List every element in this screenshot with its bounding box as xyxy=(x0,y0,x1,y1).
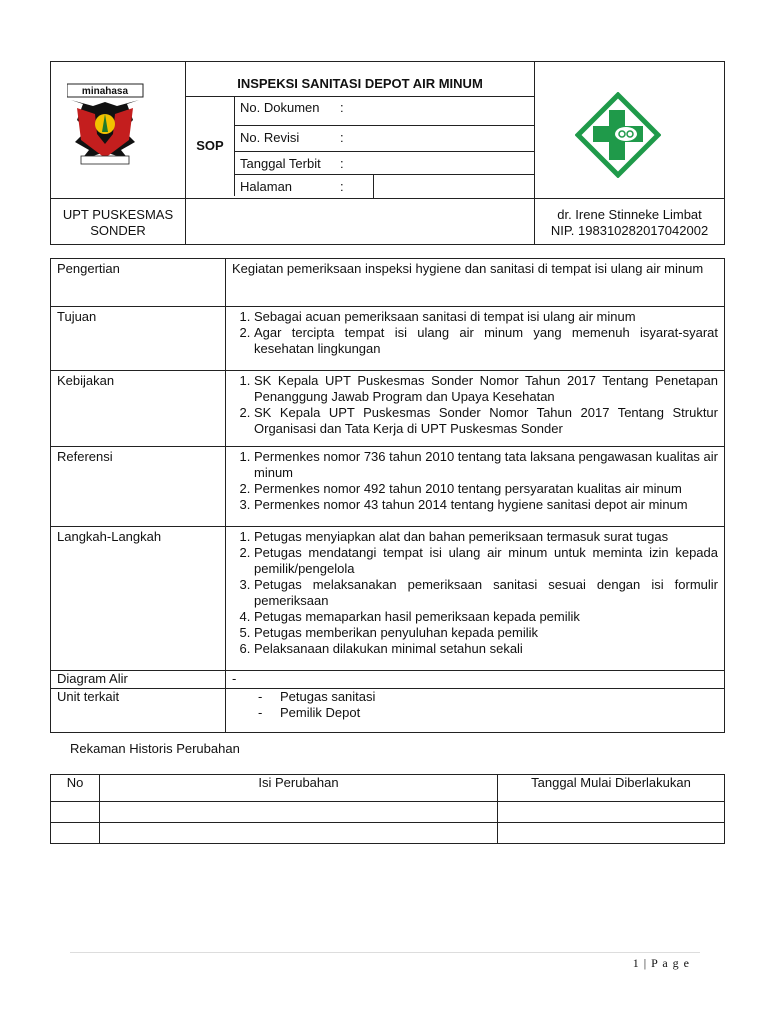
issue-date-label: Tanggal Terbit xyxy=(240,156,321,171)
langkah-list xyxy=(226,527,725,671)
diagram-value: - xyxy=(226,671,725,689)
kebijakan-label: Kebijakan xyxy=(51,371,226,447)
list-item: 3. Petugas melaksanakan pemeriksaan sanitasi sesuai dengan isi formulir pemeriksaan xyxy=(254,577,718,609)
history-heading: Rekaman Historis Perubahan xyxy=(70,741,240,756)
row-langkah xyxy=(51,527,725,671)
tujuan-list xyxy=(226,307,725,371)
referensi-list xyxy=(226,447,725,527)
history-table xyxy=(50,774,725,844)
list-item: 3. Permenkes nomor 43 tahun 2014 tentang hygiene sanitasi depot air minum xyxy=(254,497,718,513)
signer-nip: NIP. 198310282017042002 xyxy=(550,223,709,238)
list-item: 6. Pelaksanaan dilakukan minimal setahun sekali xyxy=(254,641,718,657)
table-row xyxy=(51,802,725,823)
footer-divider xyxy=(70,952,700,953)
signer-cell xyxy=(535,199,725,245)
revision-label: No. Revisi xyxy=(240,130,300,145)
list-item: - Petugas sanitasi xyxy=(258,689,718,705)
list-item: - Pemilik Depot xyxy=(258,705,718,721)
header-table xyxy=(50,61,725,245)
org-cell xyxy=(51,199,186,245)
diagram-label: Diagram Alir xyxy=(51,671,226,689)
blank-cell xyxy=(186,199,535,245)
page-row: Halaman : xyxy=(234,175,374,198)
list-item: 4. Petugas memaparkan hasil pemeriksaan kepada pemilik xyxy=(254,609,718,625)
page-label: Halaman xyxy=(240,179,293,194)
org-name-line2: SONDER xyxy=(90,223,146,238)
kebijakan-list xyxy=(226,371,725,447)
sop-label: SOP xyxy=(186,96,235,196)
issue-date-row: Tanggal Terbit : xyxy=(234,152,534,175)
list-item: 5. Petugas memberikan penyuluhan kepada pemilik xyxy=(254,625,718,641)
sop-content-table xyxy=(50,258,725,733)
list-item: 1. Petugas menyiapkan alat dan bahan pemeriksaan termasuk surat tugas xyxy=(254,529,718,545)
list-item: 1. Permenkes nomor 736 tahun 2010 tentang tata laksana pengawasan kualitas air minum xyxy=(254,449,718,481)
list-item: 2. Agar tercipta tempat isi ulang air minum yang memenuh isyarat-syarat kesehatan lingkungan xyxy=(254,325,718,357)
title-cell xyxy=(186,62,535,199)
list-item: 1. Sebagai acuan pemeriksaan sanitasi di tempat isi ulang air minum xyxy=(254,309,718,325)
pengertian-label: Pengertian xyxy=(51,259,226,307)
left-logo-cell xyxy=(51,62,186,199)
list-item: 2. Petugas mendatangi tempat isi ulang air minum untuk meminta izin kepada pemilik/pengelola xyxy=(254,545,718,577)
tujuan-label: Tujuan xyxy=(51,307,226,371)
history-col-change: Isi Perubahan xyxy=(100,775,498,802)
doc-number-row: No. Dokumen : xyxy=(234,96,534,126)
minahasa-logo xyxy=(67,80,159,170)
org-name-line1: UPT PUSKESMAS xyxy=(62,207,174,222)
row-unit xyxy=(51,689,725,733)
history-col-date: Tanggal Mulai Diberlakukan xyxy=(498,775,725,802)
unit-label: Unit terkait xyxy=(51,689,226,733)
puskesmas-logo xyxy=(575,92,661,178)
row-kebijakan xyxy=(51,371,725,447)
referensi-label: Referensi xyxy=(51,447,226,527)
right-logo-cell xyxy=(535,62,725,199)
pengertian-text: Kegiatan pemeriksaan inspeksi hygiene dan sanitasi di tempat isi ulang air minum xyxy=(226,259,725,307)
unit-list xyxy=(226,689,725,733)
table-row xyxy=(51,823,725,844)
doc-number-label: No. Dokumen xyxy=(240,100,320,115)
history-header-row xyxy=(51,775,725,802)
row-diagram xyxy=(51,671,725,689)
history-col-no: No xyxy=(51,775,100,802)
row-tujuan xyxy=(51,307,725,371)
document-title: INSPEKSI SANITASI DEPOT AIR MINUM xyxy=(237,76,483,91)
svg-text:minahasa: minahasa xyxy=(81,86,129,97)
signer-name: dr. Irene Stinneke Limbat xyxy=(557,207,702,222)
revision-row: No. Revisi : xyxy=(234,126,534,152)
row-referensi xyxy=(51,447,725,527)
page-footer: 1 | P a g e xyxy=(632,956,690,970)
row-pengertian xyxy=(51,259,725,307)
list-item: 2. Permenkes nomor 492 tahun 2010 tentang persyaratan kualitas air minum xyxy=(254,481,718,497)
langkah-label: Langkah-Langkah xyxy=(51,527,226,671)
list-item: 1. SK Kepala UPT Puskesmas Sonder Nomor Tahun 2017 Tentang Penetapan Penanggung Jawab Program dan Upaya Kesehatan xyxy=(254,373,718,405)
list-item: 2. SK Kepala UPT Puskesmas Sonder Nomor Tahun 2017 Tentang Struktur Organisasi dan Tata Kerja di UPT Puskesmas Sonder xyxy=(254,405,718,437)
